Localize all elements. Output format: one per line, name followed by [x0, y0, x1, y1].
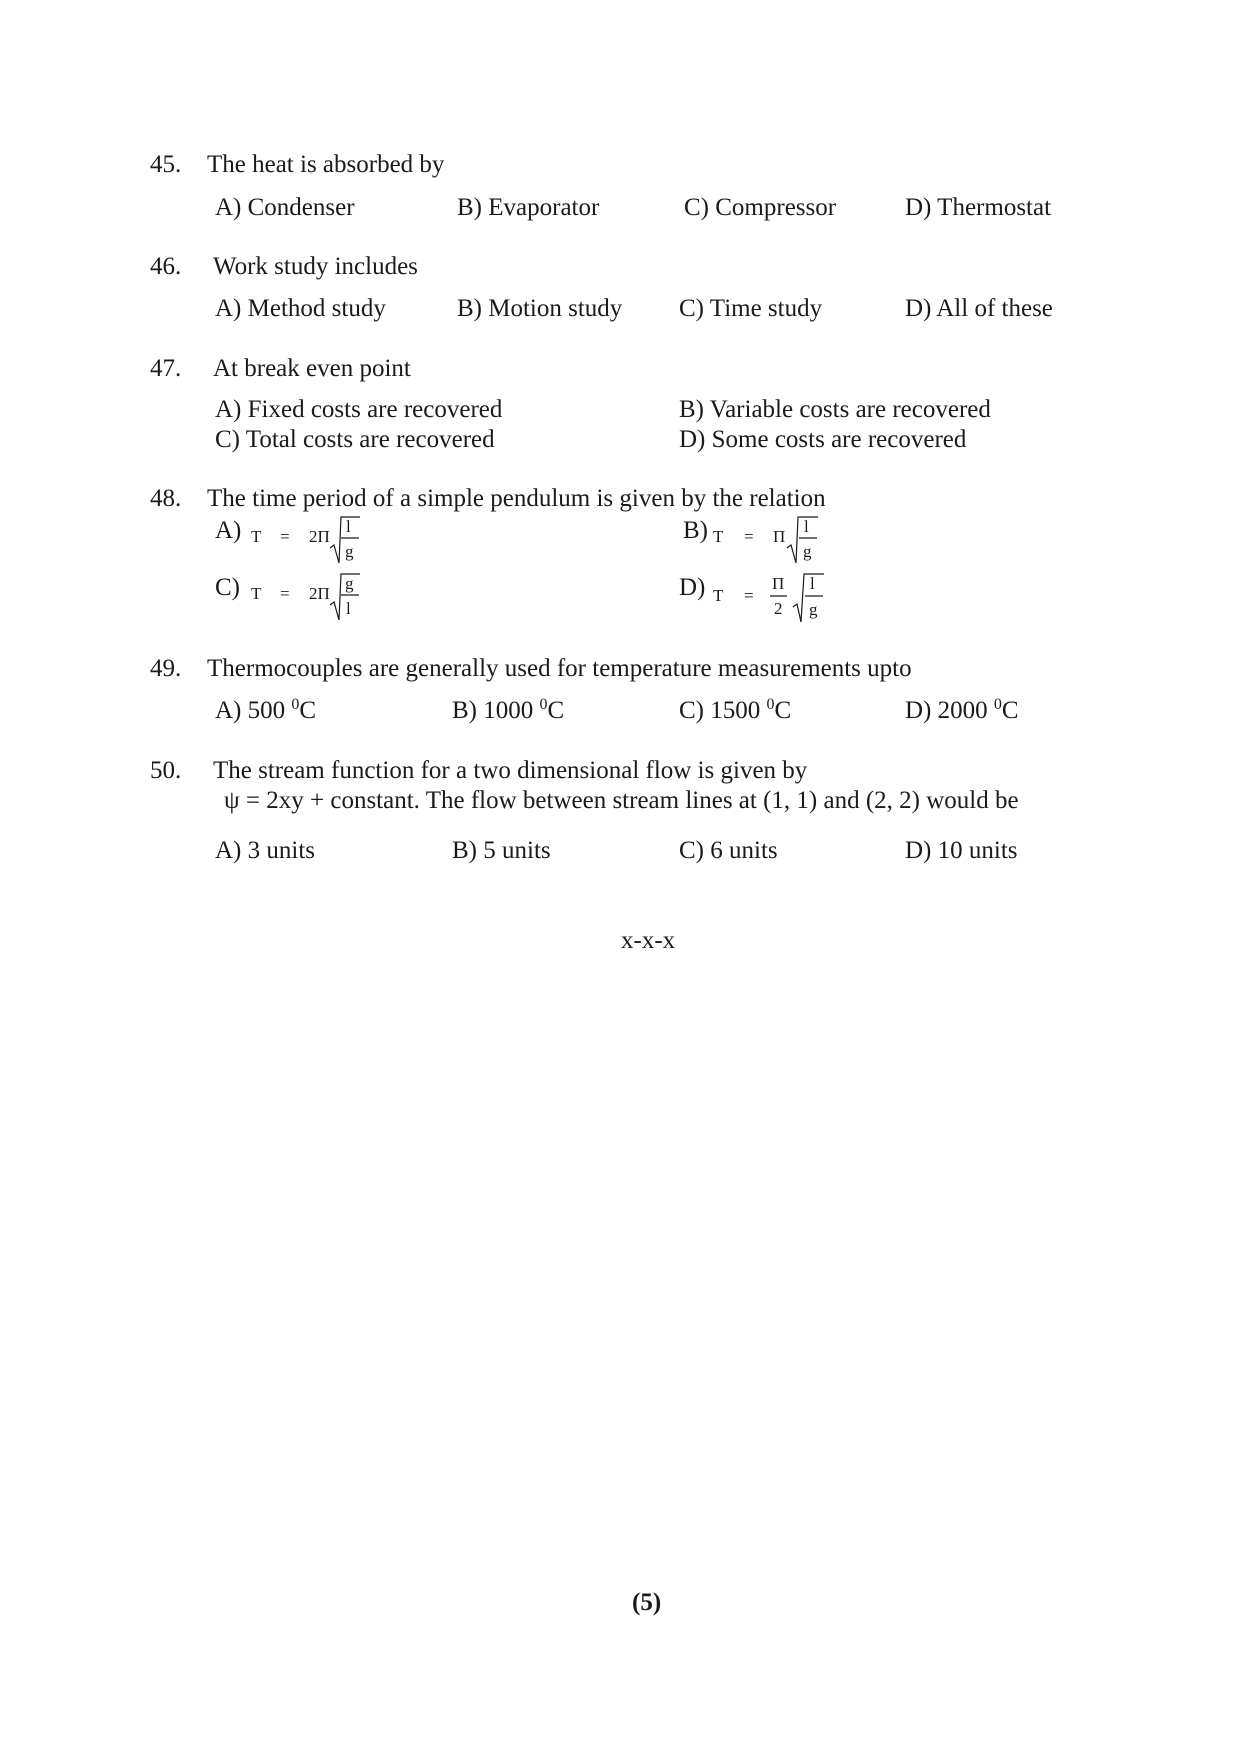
- question-number: 48.: [150, 485, 182, 512]
- formula-symbol: T: [713, 586, 724, 605]
- formula-symbol: g: [345, 574, 354, 593]
- question-text: At break even point: [213, 355, 411, 382]
- question-number: 47.: [150, 355, 182, 382]
- formula-symbol: =: [744, 527, 754, 546]
- page-number: (5): [632, 1589, 662, 1616]
- option-c: C) 6 units: [679, 837, 778, 864]
- formula-symbol: 2: [774, 599, 783, 618]
- question-text: The stream function for a two dimensional flow is given by: [213, 757, 808, 784]
- option-a: A) Method study: [215, 295, 386, 322]
- question-number: 45.: [150, 151, 182, 178]
- formula-symbol: g: [345, 542, 354, 561]
- formula-symbol: T: [251, 527, 262, 546]
- formula-symbol: =: [280, 527, 290, 546]
- formula-symbol: l: [804, 517, 809, 536]
- question-text: Thermocouples are generally used for temperature measurements upto: [207, 655, 912, 682]
- formula-symbol: 2Π: [309, 527, 330, 546]
- formula-symbol: T: [251, 584, 262, 603]
- option-c: C) Time study: [679, 295, 823, 322]
- option-a: A) Condenser: [215, 194, 355, 221]
- end-separator: x-x-x: [621, 927, 676, 954]
- formula-option-b: [708, 512, 838, 568]
- formula-symbol: Π: [773, 527, 786, 546]
- formula-symbol: T: [713, 527, 724, 546]
- option-d: D): [679, 574, 706, 601]
- option-b: B) Motion study: [457, 295, 623, 322]
- option-c: C) 1500 $^0$C: [679, 696, 792, 724]
- option-b: B) 5 units: [452, 837, 551, 864]
- option-d: D) 2000 $^0$C: [905, 696, 1019, 724]
- option-b: B): [683, 517, 708, 544]
- question-number: 46.: [150, 253, 182, 280]
- question-number: 49.: [150, 655, 182, 682]
- option-b: B) Evaporator: [457, 194, 600, 221]
- option-b: B) 1000 $^0$C: [452, 696, 565, 724]
- option-d: D) 10 units: [905, 837, 1018, 864]
- formula-symbol: g: [803, 542, 812, 561]
- question-number: 50.: [150, 757, 182, 784]
- option-c: C): [215, 574, 240, 601]
- question-text: The heat is absorbed by: [207, 151, 445, 178]
- question-text: The time period of a simple pendulum is given by the relation: [207, 485, 826, 512]
- option-b: B) Variable costs are recovered: [679, 396, 991, 423]
- question-text-continued: ψ = 2xy + constant. The flow between stream lines at (1, 1) and (2, 2) would be: [224, 787, 1019, 814]
- formula-option-c: [246, 569, 376, 625]
- formula-symbol: Π: [772, 574, 785, 593]
- formula-symbol: g: [809, 600, 818, 619]
- option-d: D) All of these: [905, 295, 1053, 322]
- formula-symbol: l: [810, 574, 815, 593]
- formula-symbol: 2Π: [309, 584, 330, 603]
- formula-symbol: =: [744, 586, 754, 605]
- option-a: A) 3 units: [215, 837, 315, 864]
- formula-symbol: l: [346, 599, 351, 618]
- formula-option-a: [246, 512, 376, 568]
- formula-symbol: l: [346, 517, 351, 536]
- option-d: D) Some costs are recovered: [679, 426, 967, 453]
- option-a: A): [215, 517, 242, 544]
- option-a: A) 500 $^0$C: [215, 696, 317, 724]
- formula-symbol: =: [280, 584, 290, 603]
- option-c: C) Compressor: [684, 194, 837, 221]
- option-a: A) Fixed costs are recovered: [215, 396, 503, 423]
- option-c: C) Total costs are recovered: [215, 426, 495, 453]
- formula-option-d: [708, 567, 848, 627]
- question-text: Work study includes: [213, 253, 418, 280]
- option-d: D) Thermostat: [905, 194, 1052, 221]
